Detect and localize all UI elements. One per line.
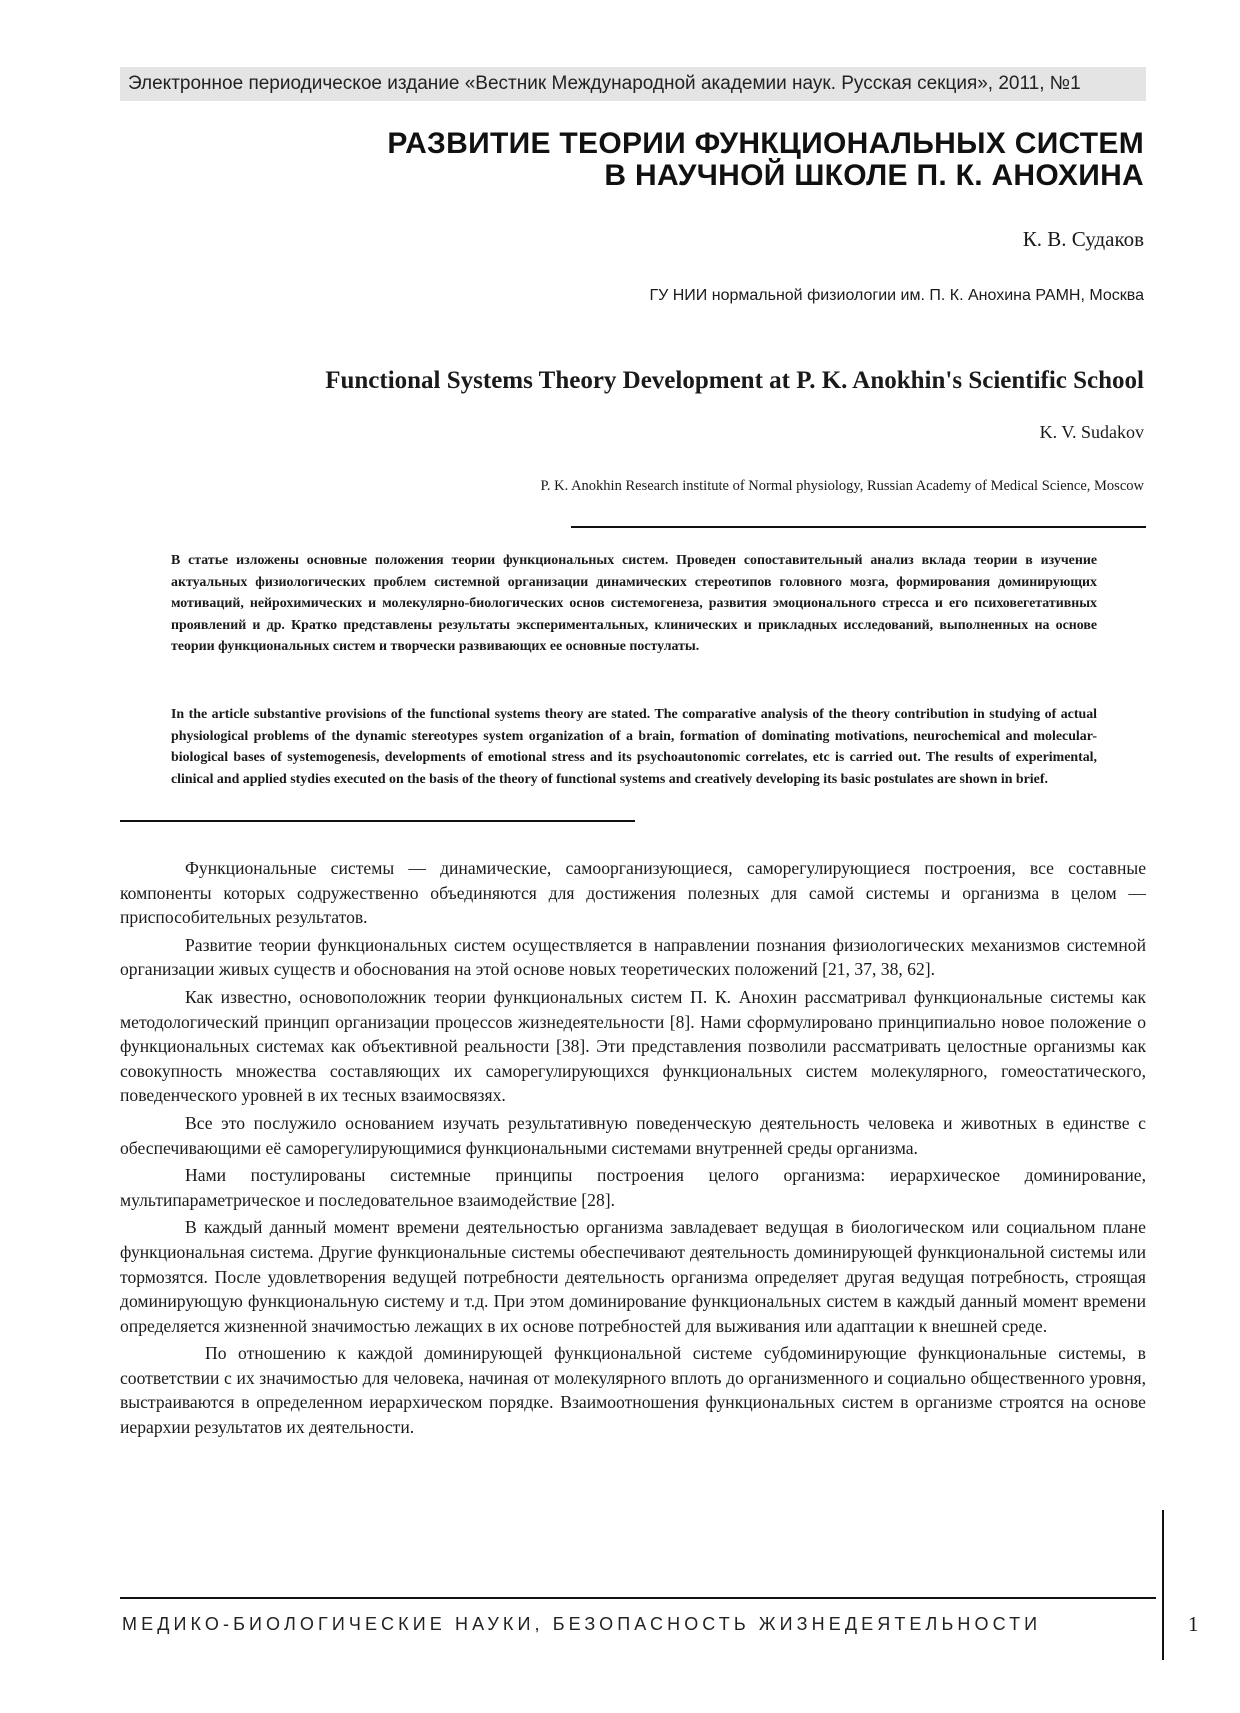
article-title-ru-line1: РАЗВИТИЕ ТЕОРИИ ФУНКЦИОНАЛЬНЫХ СИСТЕМ	[387, 127, 1144, 160]
affiliation-en: P. K. Anokhin Research institute of Normal physiology, Russian Academy of Medical Science, Moscow	[540, 478, 1144, 494]
footer-section-title: МЕДИКО-БИОЛОГИЧЕСКИЕ НАУКИ, БЕЗОПАСНОСТЬ ЖИЗНЕДЕЯТЕЛЬНОСТИ	[122, 1614, 1042, 1634]
abstract-en: In the article substantive provisions of the functional systems theory are stated. The comparative analysis of the theory contribution in studying of actual physiological problems of the dynamic stereotypes system organization of a brain, formation of dominating motivations, neurochemical and molecular-biological bases of systemogenesis, developments of emotional stress and its psychoautonomic correlates, etc is carried out. The results of experimental, clinical and applied stydies executed on the basis of the theory of functional systems and creatively developing its basic postulates are shown in brief.	[171, 707, 1097, 787]
body-paragraph: Развитие теории функциональных систем осуществляется в направлении познания физиологических механизмов системной организации живых существ и обоснования на этой основе новых теоретических положений [21, 37, 38, 62].	[120, 934, 1146, 980]
body-paragraph: Как известно, основоположник теории функциональных систем П. К. Анохин рассматривал функциональные системы как методологический принцип организации процессов жизнедеятельности [8]. Нами сформулировано принципиально новое положение о функциональных системах как объективной реальности [38]. Эти представления позволили рассматривать целостные организмы как совокупность множества составляющих их саморегулирующихся функциональных систем молекулярного, гомеостатического, поведенческого уровней в их тесных взаимосвязях.	[120, 986, 1146, 1106]
body-paragraph: Нами постулированы системные принципы построения целого организма: иерархическое доминирование, мультипараметрическое и последовательное взаимодействие [28].	[120, 1165, 1146, 1210]
article-title-ru-line2: В НАУЧНОЙ ШКОЛЕ П. К. АНОХИНА	[604, 159, 1144, 192]
abstract-top-divider	[571, 526, 1146, 528]
abstract-bottom-divider	[120, 820, 635, 822]
page-number: 1	[1188, 1612, 1199, 1636]
article-title-ru	[244, 128, 1144, 192]
footer-divider	[120, 1597, 1156, 1599]
body-paragraph: Функциональные системы — динамические, самоорганизующиеся, саморегулирующиеся построения, все составные компоненты которых содружественно объединяются для достижения полезных для самой системы и организма в целом — приспособительных результатов.	[120, 858, 1146, 928]
body-paragraph: По отношению к каждой доминирующей функциональной системе субдоминирующие функциональные системы, в соответствии с их значимостью для человека, начиная от молекулярного вплоть до организменного и социально общественного уровня, выстраиваются в определенном иерархическом порядке. Взаимоотношения функциональных систем в организме строятся на основе иерархии результатов их деятельности.	[120, 1343, 1146, 1438]
affiliation-ru: ГУ НИИ нормальной физиологии им. П. К. Анохина РАМН, Москва	[649, 287, 1144, 304]
article-title-en: Functional Systems Theory Development at P. K. Anokhin's Scientific School	[325, 367, 1144, 394]
footer-side-divider	[1162, 1510, 1164, 1660]
author-en: K. V. Sudakov	[1039, 422, 1144, 442]
body-paragraph: В каждый данный момент времени деятельностью организма завладевает ведущая в биологическом или социальном плане функциональная система. Другие функциональные системы обеспечивают деятельность доминирующей функциональной системы или тормозятся. После удовлетворения ведущей потребности деятельность организма определяет другая ведущая потребность, строящая доминирующую функциональную систему и т.д. При этом доминирование функциональных систем в каждый данный момент времени определяется жизненной значимостью лежащих в их основе потребностей для выживания или адаптации к внешней среде.	[120, 1217, 1146, 1336]
body-paragraph: Все это послужило основанием изучать результативную поведенческую деятельность человека и животных в единстве с обеспечивающими её саморегулирующимися функциональными системами внутренней среды организма.	[120, 1112, 1146, 1158]
author-ru: К. В. Судаков	[1022, 227, 1144, 251]
abstract-ru: В статье изложены основные положения теории функциональных систем. Проведен сопоставительный анализ вклада теории в изучение актуальных физиологических проблем системной организации динамических стереотипов головного мозга, формирования доминирующих мотиваций, нейрохимических и молекулярно-биологических основ системогенеза, развития эмоционального стресса и его психовегетативных проявлений и др. Кратко представлены результаты экспериментальных, клинических и прикладных исследований, выполненных на основе теории функциональных систем и творчески развивающих ее основные постулаты.	[171, 553, 1097, 654]
journal-header: Электронное периодическое издание «Вестник Международной академии наук. Русская секция», 2011, №1	[120, 67, 1146, 101]
article-body	[120, 856, 1146, 1443]
